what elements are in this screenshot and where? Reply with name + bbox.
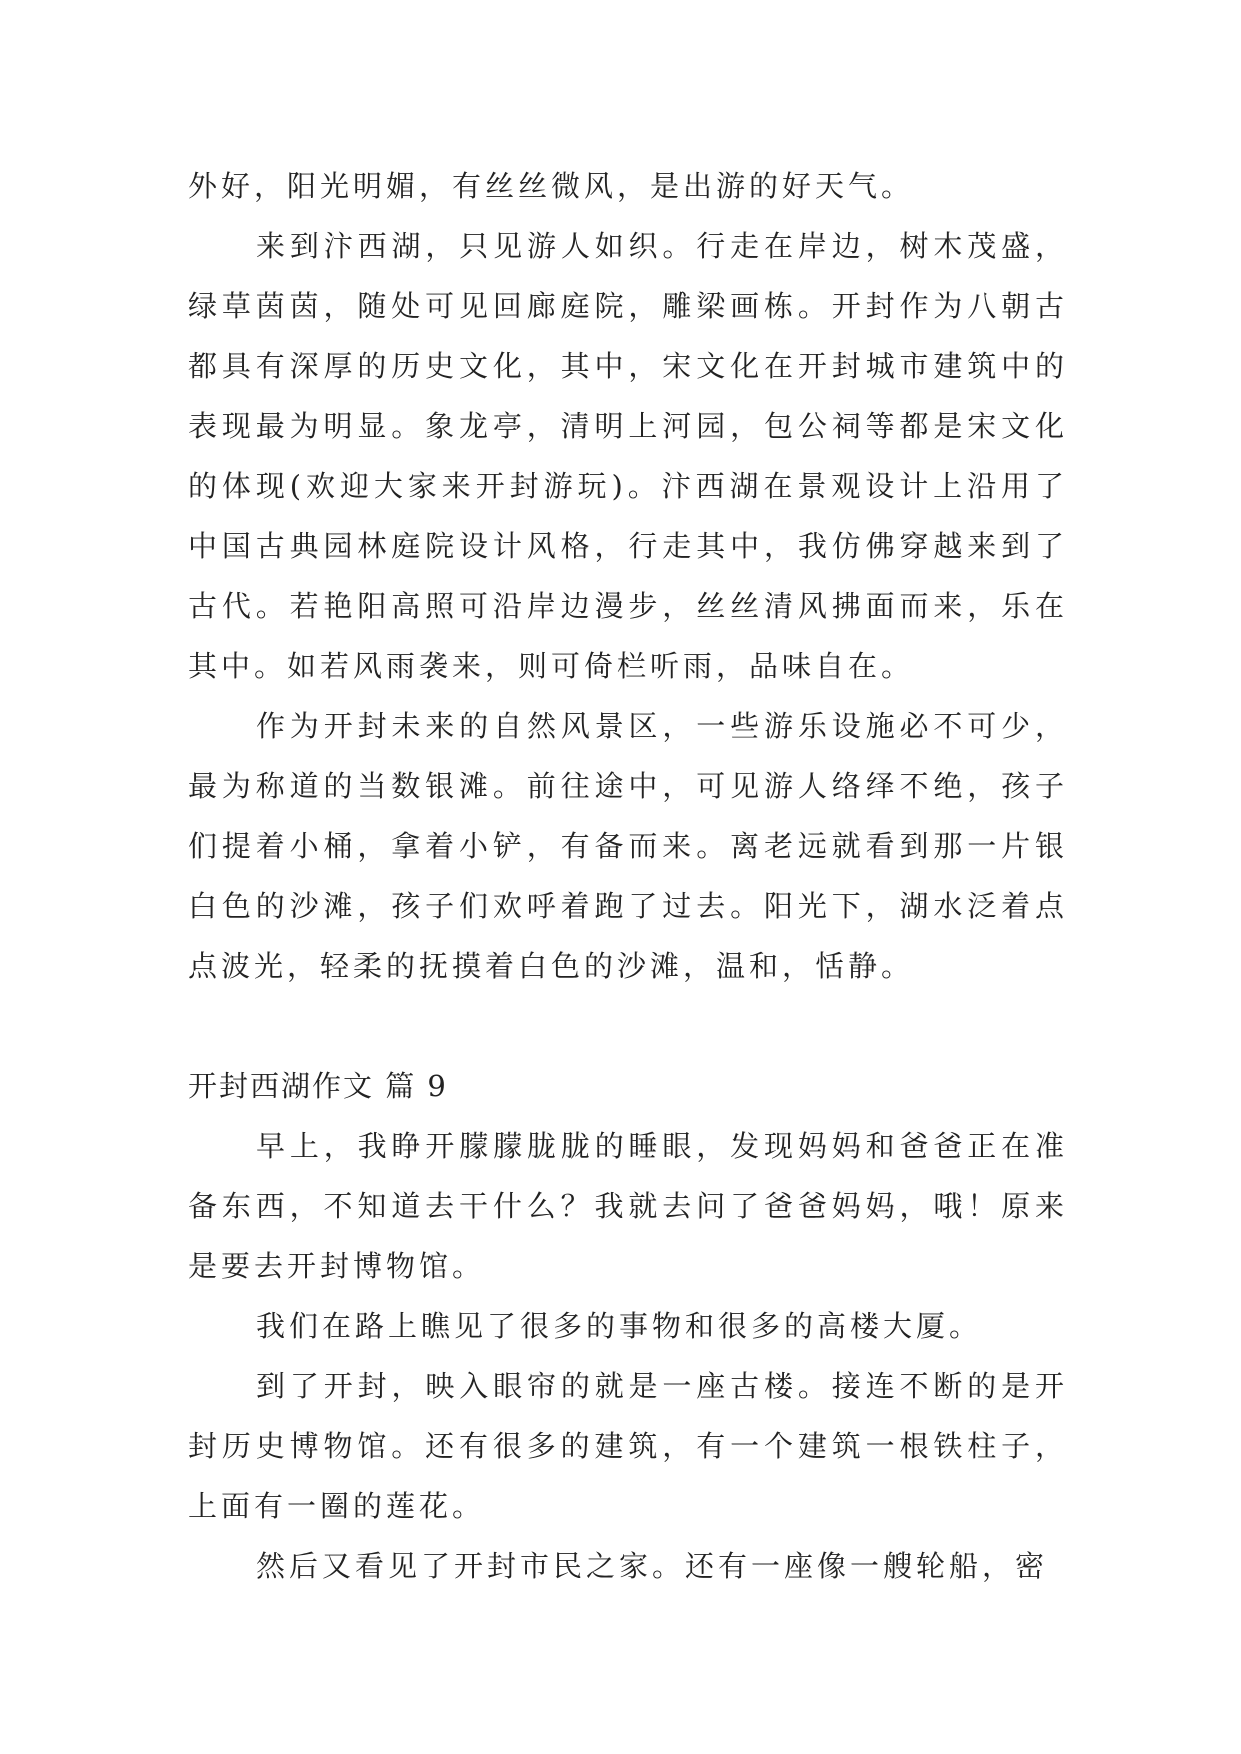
paragraph-5: 我们在路上瞧见了很多的事物和很多的高楼大厦。 (256, 1309, 983, 1343)
paragraph-4: 早上，我睁开朦朦胧胧的睡眼，发现妈妈和爸爸正在准备东西，不知道去干什么？我就去问了爸爸妈妈，哦！原来是要去开封博物馆。 (188, 1129, 1068, 1283)
section-heading: 开封西湖作文 篇 9 (188, 1069, 448, 1103)
paragraph-7: 然后又看见了开封市民之家。还有一座像一艘轮船，密 (256, 1549, 1049, 1583)
section-spacer (188, 996, 1068, 1056)
document-body (188, 156, 1068, 1596)
paragraph-6: 到了开封，映入眼帘的就是一座古楼。接连不断的是开封历史博物馆。还有很多的建筑，有一个建筑一根铁柱子，上面有一圈的莲花。 (188, 1369, 1068, 1523)
paragraph-2: 来到汴西湖，只见游人如织。行走在岸边，树木茂盛，绿草茵茵，随处可见回廊庭院，雕梁画栋。开封作为八朝古都具有深厚的历史文化，其中，宋文化在开封城市建筑中的表现最为明显。象龙亭，清明上河园，包公祠等都是宋文化的体现(欢迎大家来开封游玩)。汴西湖在景观设计上沿用了中国古典园林庭院设计风格，行走其中，我仿佛穿越来到了古代。若艳阳高照可沿岸边漫步，丝丝清风拂面而来，乐在其中。如若风雨袭来，则可倚栏听雨，品味自在。 (188, 229, 1068, 683)
paragraph-3: 作为开封未来的自然风景区，一些游乐设施必不可少，最为称道的当数银滩。前往途中，可见游人络绎不绝，孩子们提着小桶，拿着小铲，有备而来。离老远就看到那一片银白色的沙滩，孩子们欢呼着跑了过去。阳光下，湖水泛着点点波光，轻柔的抚摸着白色的沙滩，温和，恬静。 (188, 709, 1068, 983)
paragraph-1: 外好，阳光明媚，有丝丝微风，是出游的好天气。 (188, 169, 915, 203)
